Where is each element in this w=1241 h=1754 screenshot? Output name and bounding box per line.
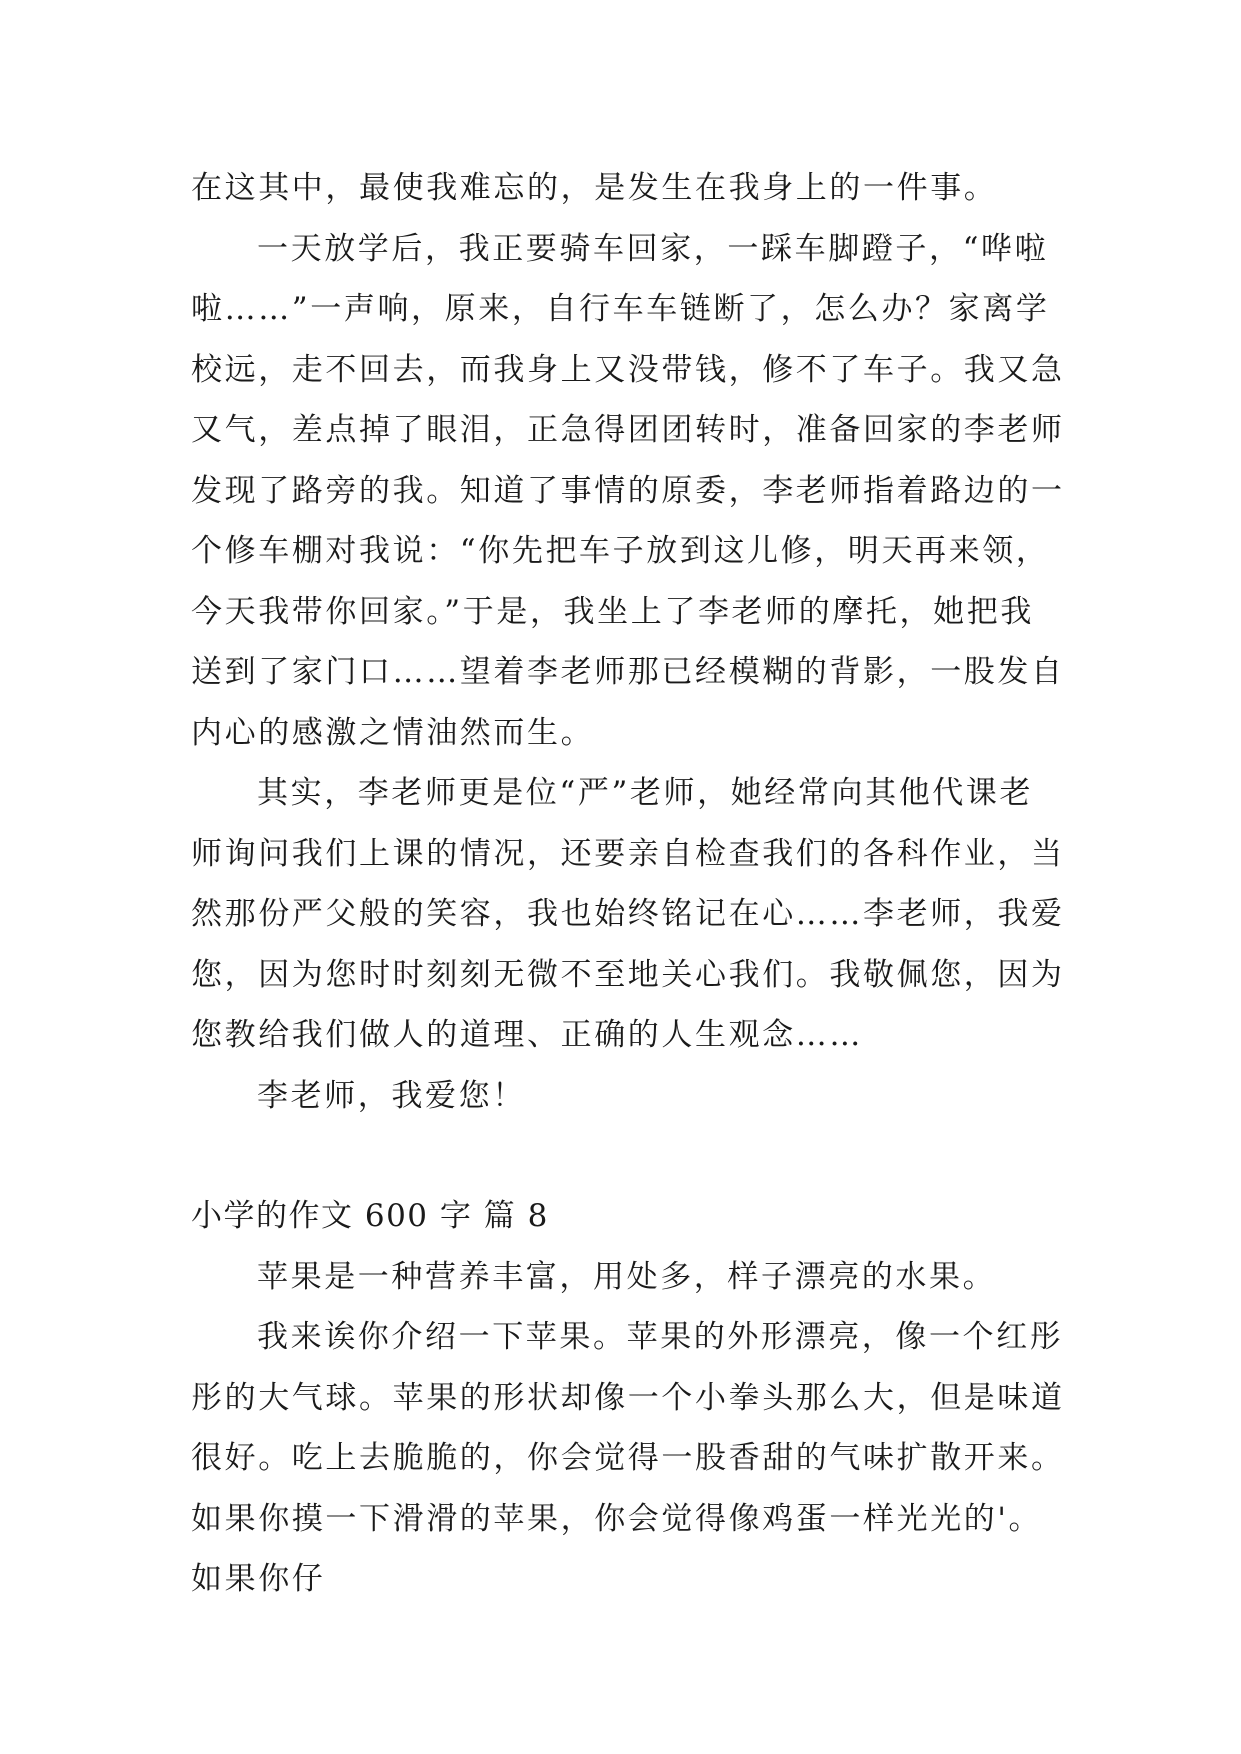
text-line: 发现了路旁的我。知道了事情的原委，李老师指着路边的一 (191, 472, 1065, 509)
text-line: 在这其中，最使我难忘的，是发生在我身上的一件事。 (191, 170, 998, 206)
text-line: 又气，差点掉了眼泪，正急得团团转时，准备回家的李老师 (191, 412, 1065, 448)
text-line: 然那份严父般的笑容，我也始终铭记在心……李老师，我爱 (191, 896, 1065, 932)
text-line: 如果你摸一下滑滑的苹果，你会觉得像鸡蛋一样光光的'。 (191, 1500, 1043, 1537)
paragraph-start-line: 我来诶你介绍一下苹果。苹果的外形漂亮，像一个红彤 (257, 1319, 1064, 1355)
text-line: 个修车棚对我说：“你先把车子放到这儿修，明天再来领， (191, 533, 1050, 569)
text-line: 送到了家门口……望着李老师那已经模糊的背影，一股发自 (191, 654, 1065, 690)
text-line: 校远，走不回去，而我身上又没带钱，修不了车子。我又急 (191, 351, 1065, 388)
document-page (191, 158, 1065, 1610)
text-line: 内心的感激之情油然而生。 (191, 714, 595, 751)
text-line: 师询问我们上课的情况，还要亲自检查我们的各科作业，当 (191, 835, 1065, 872)
text-line: 如果你仔 (191, 1561, 326, 1597)
section-spacer (191, 1126, 1061, 1186)
text-line: 您教给我们做人的道理、正确的人生观念…… (191, 1017, 863, 1053)
text-line: 您，因为您时时刻刻无微不至地关心我们。我敬佩您，因为 (191, 956, 1065, 993)
paragraph-start-line: 其实，李老师更是位“严”老师，她经常向其他代课老 (257, 775, 1034, 811)
section-heading: 小学的作文 600 字 篇 8 (191, 1198, 549, 1234)
text-line: 彤的大气球。苹果的形状却像一个小拳头那么大，但是味道 (191, 1379, 1065, 1416)
text-line: 啦……”一声响，原来，自行车车链断了，怎么办？家离学 (191, 291, 1050, 327)
paragraph-start-line: 李老师，我爱您！ (257, 1077, 526, 1114)
text-line: 今天我带你回家。”于是，我坐上了李老师的摩托，她把我 (191, 593, 1034, 630)
text-line: 很好。吃上去脆脆的，你会觉得一股香甜的气味扩散开来。 (191, 1440, 1065, 1476)
paragraph-start-line: 一天放学后，我正要骑车回家，一踩车脚蹬子，“哗啦 (257, 230, 1049, 267)
paragraph-start-line: 苹果是一种营养丰富，用处多，样子漂亮的水果。 (257, 1258, 997, 1295)
